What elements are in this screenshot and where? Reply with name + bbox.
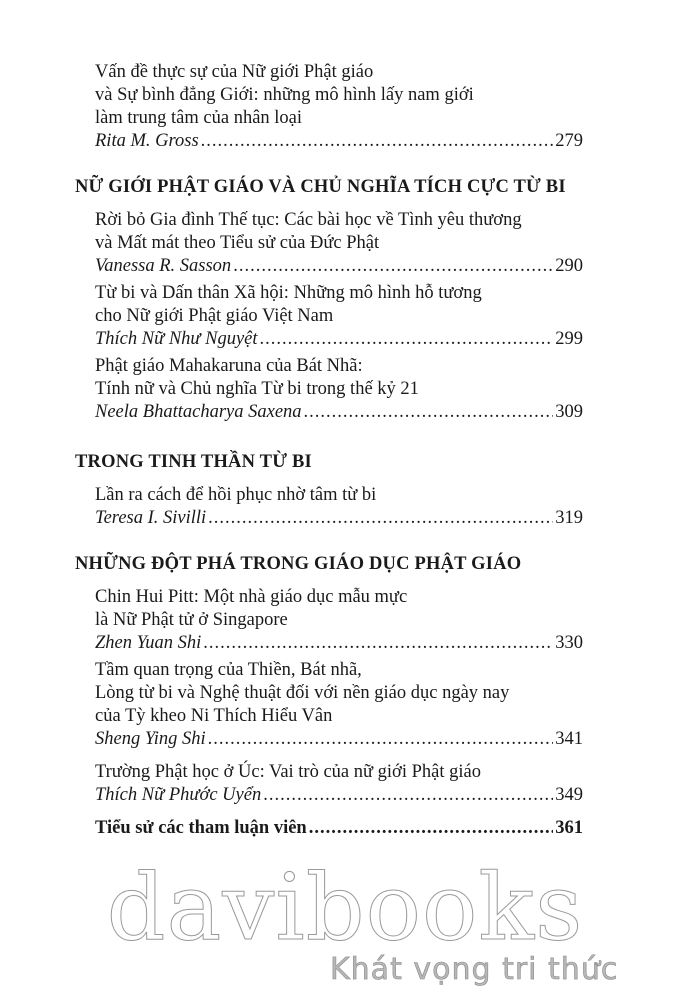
dot-leader xyxy=(309,817,554,840)
entry-author: Neela Bhattacharya Saxena xyxy=(95,402,302,422)
entry-title-line: Lòng từ bi và Nghệ thuật đối với nền giáo dục ngày nay xyxy=(95,683,510,703)
page-number: 361 xyxy=(555,818,583,838)
entry-title: Tiểu sử các tham luận viên xyxy=(95,818,307,838)
dot-leader xyxy=(263,784,553,807)
toc-entry xyxy=(95,209,583,278)
toc-entry xyxy=(95,586,583,655)
toc-entry xyxy=(95,659,583,751)
page-number: 279 xyxy=(555,131,583,151)
entry-author: Teresa I. Sivilli xyxy=(95,508,207,528)
toc-entry xyxy=(95,282,583,351)
entry-title-line: Rời bỏ Gia đình Thế tục: Các bài học về Tình yêu thương xyxy=(95,210,522,230)
entry-author: Thích Nữ Phước Uyển xyxy=(95,785,262,805)
entry-title-line: Tính nữ và Chủ nghĩa Từ bi trong thế kỷ 21 xyxy=(95,379,419,399)
page-number: 341 xyxy=(555,729,583,749)
entry-title-line: cho Nữ giới Phật giáo Việt Nam xyxy=(95,306,334,326)
entry-title-line: Tầm quan trọng của Thiền, Bát nhã, xyxy=(95,660,362,680)
toc-entry xyxy=(95,484,583,530)
entry-author: Vanessa R. Sasson xyxy=(95,256,232,276)
page-number: 330 xyxy=(555,633,583,653)
entry-title-line: Lần ra cách để hồi phục nhờ tâm từ bi xyxy=(95,485,377,505)
entry-title-line: Trường Phật học ở Úc: Vai trò của nữ giới Phật giáo xyxy=(95,762,481,782)
page-number: 299 xyxy=(555,329,583,349)
dot-leader xyxy=(260,328,554,351)
watermark xyxy=(0,854,700,987)
dot-leader xyxy=(201,130,554,153)
entry-title-line: Chin Hui Pitt: Một nhà giáo dục mẫu mực xyxy=(95,587,408,607)
section-heading: NHỮNG ĐỘT PHÁ TRONG GIÁO DỤC PHẬT GIÁO xyxy=(75,554,522,574)
toc-entry xyxy=(95,761,583,807)
entry-title-line: Phật giáo Mahakaruna của Bát Nhã: xyxy=(95,356,363,376)
entry-title-line: và Mất mát theo Tiểu sử của Đức Phật xyxy=(95,233,380,253)
dot-leader xyxy=(208,728,554,751)
page-number: 349 xyxy=(555,785,583,805)
toc-entry-bios xyxy=(95,817,583,840)
entry-title-line: Từ bi và Dấn thân Xã hội: Những mô hình hỗ tương xyxy=(95,283,482,303)
toc-entry xyxy=(95,61,583,153)
dot-leader xyxy=(203,632,553,655)
watermark-logo: davibooks xyxy=(106,854,584,961)
entry-author: Zhen Yuan Shi xyxy=(95,633,202,653)
page-number: 309 xyxy=(555,402,583,422)
table-of-contents xyxy=(75,57,583,840)
section-heading: TRONG TINH THẦN TỪ BI xyxy=(75,452,312,472)
entry-title-line: của Tỳ kheo Ni Thích Hiểu Vân xyxy=(95,706,333,726)
entry-author: Sheng Ying Shi xyxy=(95,729,206,749)
section-heading: NỮ GIỚI PHẬT GIÁO VÀ CHỦ NGHĨA TÍCH CỰC TỪ BI xyxy=(75,177,566,197)
dot-leader xyxy=(304,401,554,424)
dot-leader xyxy=(233,255,553,278)
page-number: 319 xyxy=(555,508,583,528)
entry-author: Thích Nữ Như Nguyệt xyxy=(95,329,258,349)
page-number: 290 xyxy=(555,256,583,276)
entry-title-line: Vấn đề thực sự của Nữ giới Phật giáo xyxy=(95,62,374,82)
watermark-tagline: Khát vọng tri thức xyxy=(330,952,619,987)
entry-title-line: và Sự bình đẳng Giới: những mô hình lấy nam giới xyxy=(95,85,474,105)
entry-author: Rita M. Gross xyxy=(95,131,199,151)
entry-title-line: là Nữ Phật tử ở Singapore xyxy=(95,610,288,630)
toc-entry xyxy=(95,355,583,424)
dot-leader xyxy=(208,507,553,530)
entry-title-line: làm trung tâm của nhân loại xyxy=(95,108,303,128)
